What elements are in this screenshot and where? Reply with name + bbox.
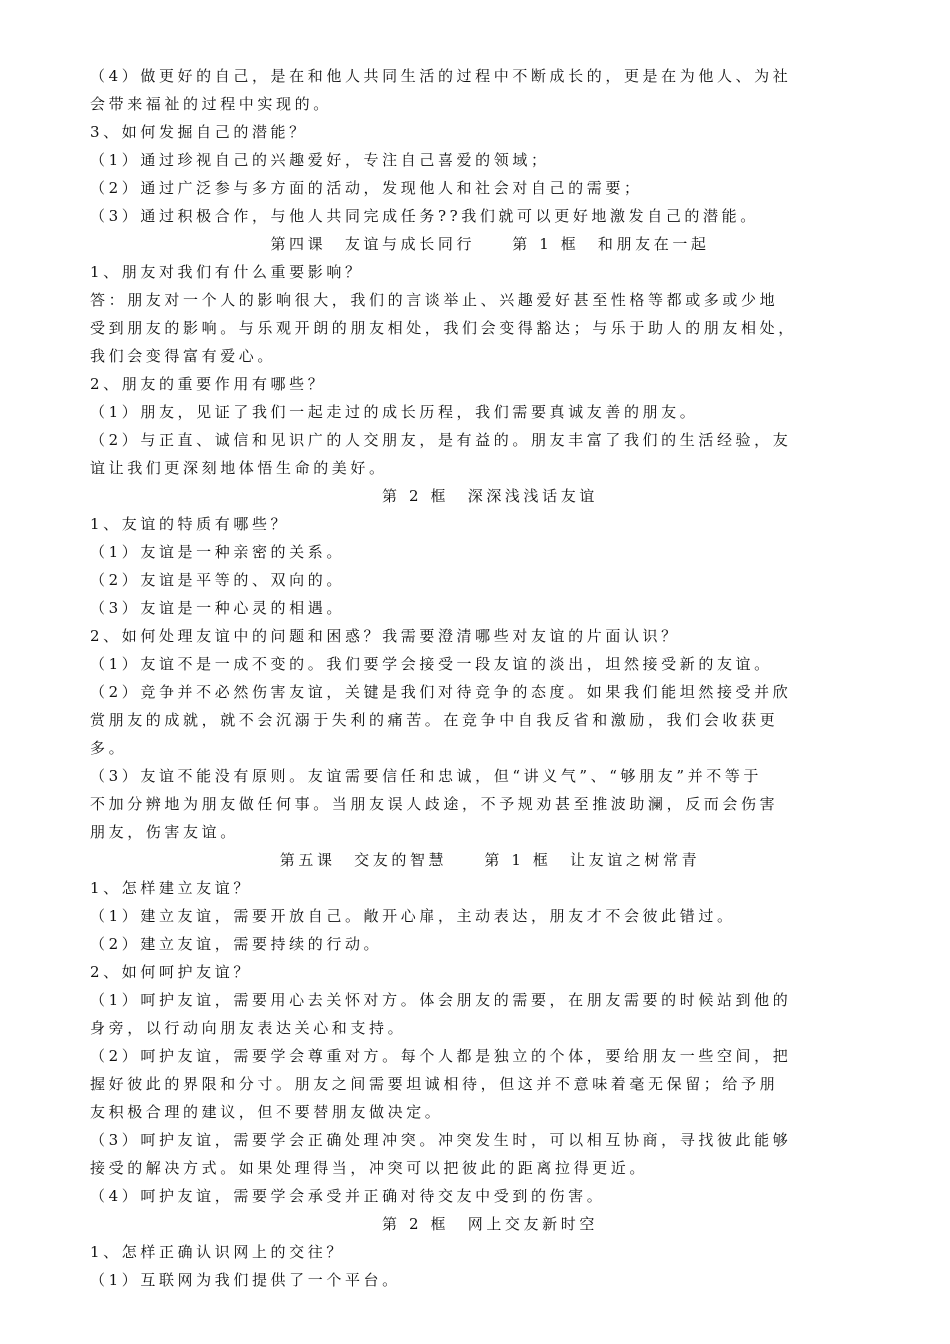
text-line: （1）友谊不是一成不变的。我们要学会接受一段友谊的淡出，坦然接受新的友谊。 xyxy=(90,655,773,673)
text-line: （2）竞争并不必然伤害友谊，关键是我们对待竞争的态度。如果我们能坦然接受并欣 xyxy=(90,683,792,701)
text-line: （2）友谊是平等的、双向的。 xyxy=(90,571,345,589)
text-line: 2、如何处理友谊中的问题和困惑？我需要澄清哪些对友谊的片面认识？ xyxy=(90,627,680,645)
text-line: 赏朋友的成就，就不会沉溺于失利的痛苦。在竞争中自我反省和激励，我们会收获更 xyxy=(90,711,779,729)
section-heading: 第五课 交友的智慧 第 1 框 让友谊之树常青 xyxy=(279,851,701,869)
text-line: （2）呵护友谊，需要学会尊重对方。每个人都是独立的个体，要给朋友一些空间，把 xyxy=(90,1047,792,1065)
text-line: （3）友谊不能没有原则。友谊需要信任和忠诚，但“讲义气”、“够朋友”并不等于 xyxy=(90,767,763,785)
text-line: （1）通过珍视自己的兴趣爱好，专注自己喜爱的领域； xyxy=(90,151,550,169)
text-line: （1）朋友，见证了我们一起走过的成长历程，我们需要真诚友善的朋友。 xyxy=(90,403,699,421)
text-line: 答：朋友对一个人的影响很大，我们的言谈举止、兴趣爱好甚至性格等都或多或少地 xyxy=(90,291,779,309)
text-line: 受到朋友的影响。与乐观开朗的朋友相处，我们会变得豁达；与乐于助人的朋友相处， xyxy=(90,319,797,337)
text-line: （4）呵护友谊，需要学会承受并正确对待交友中受到的伤害。 xyxy=(90,1187,606,1205)
text-line: （2）建立友谊，需要持续的行动。 xyxy=(90,935,383,953)
text-line: 多。 xyxy=(90,739,128,757)
text-line: （2）通过广泛参与多方面的活动，发现他人和社会对自己的需要； xyxy=(90,179,643,197)
text-line: （1）建立友谊，需要开放自己。敞开心扉，主动表达，朋友才不会彼此错过。 xyxy=(90,907,736,925)
text-line: （1）友谊是一种亲密的关系。 xyxy=(90,543,345,561)
text-line: 谊让我们更深刻地体悟生命的美好。 xyxy=(90,459,388,477)
document-page xyxy=(90,62,890,1294)
text-line: 2、朋友的重要作用有哪些？ xyxy=(90,375,327,393)
section-heading: 第 2 框 深深浅浅话友谊 xyxy=(382,487,598,505)
text-line: 1、怎样建立友谊？ xyxy=(90,879,252,897)
text-line: 会带来福祉的过程中实现的。 xyxy=(90,95,332,113)
text-line: 友积极合理的建议，但不要替朋友做决定。 xyxy=(90,1103,444,1121)
text-line: （1）互联网为我们提供了一个平台。 xyxy=(90,1271,401,1289)
text-line: 朋友，伤害友谊。 xyxy=(90,823,239,841)
text-line: 握好彼此的界限和分寸。朋友之间需要坦诚相待，但这并不意味着毫无保留；给予朋 xyxy=(90,1075,779,1093)
text-line: （3）呵护友谊，需要学会正确处理冲突。冲突发生时，可以相互协商，寻找彼此能够 xyxy=(90,1131,792,1149)
text-line: （3）通过积极合作，与他人共同完成任务??我们就可以更好地激发自己的潜能。 xyxy=(90,207,759,225)
section-heading: 第四课 友谊与成长同行 第 1 框 和朋友在一起 xyxy=(270,235,710,253)
text-line: 我们会变得富有爱心。 xyxy=(90,347,277,365)
text-line: 1、怎样正确认识网上的交往？ xyxy=(90,1243,345,1261)
text-line: 接受的解决方式。如果处理得当，冲突可以把彼此的距离拉得更近。 xyxy=(90,1159,649,1177)
section-heading: 第 2 框 网上交友新时空 xyxy=(382,1215,598,1233)
text-line: （4）做更好的自己，是在和他人共同生活的过程中不断成长的，更是在为他人、为社 xyxy=(90,67,792,85)
text-line: （1）呵护友谊，需要用心去关怀对方。体会朋友的需要，在朋友需要的时候站到他的 xyxy=(90,991,792,1009)
text-line: （3）友谊是一种心灵的相遇。 xyxy=(90,599,345,617)
text-line: 1、朋友对我们有什么重要影响？ xyxy=(90,263,364,281)
text-line: 1、友谊的特质有哪些？ xyxy=(90,515,290,533)
text-line: 3、如何发掘自己的潜能？ xyxy=(90,123,308,141)
text-line: 身旁，以行动向朋友表达关心和支持。 xyxy=(90,1019,407,1037)
text-line: （2）与正直、诚信和见识广的人交朋友，是有益的。朋友丰富了我们的生活经验，友 xyxy=(90,431,792,449)
text-line: 不加分辨地为朋友做任何事。当朋友误人歧途，不予规劝甚至推波助澜，反而会伤害 xyxy=(90,795,779,813)
text-line: 2、如何呵护友谊？ xyxy=(90,963,252,981)
